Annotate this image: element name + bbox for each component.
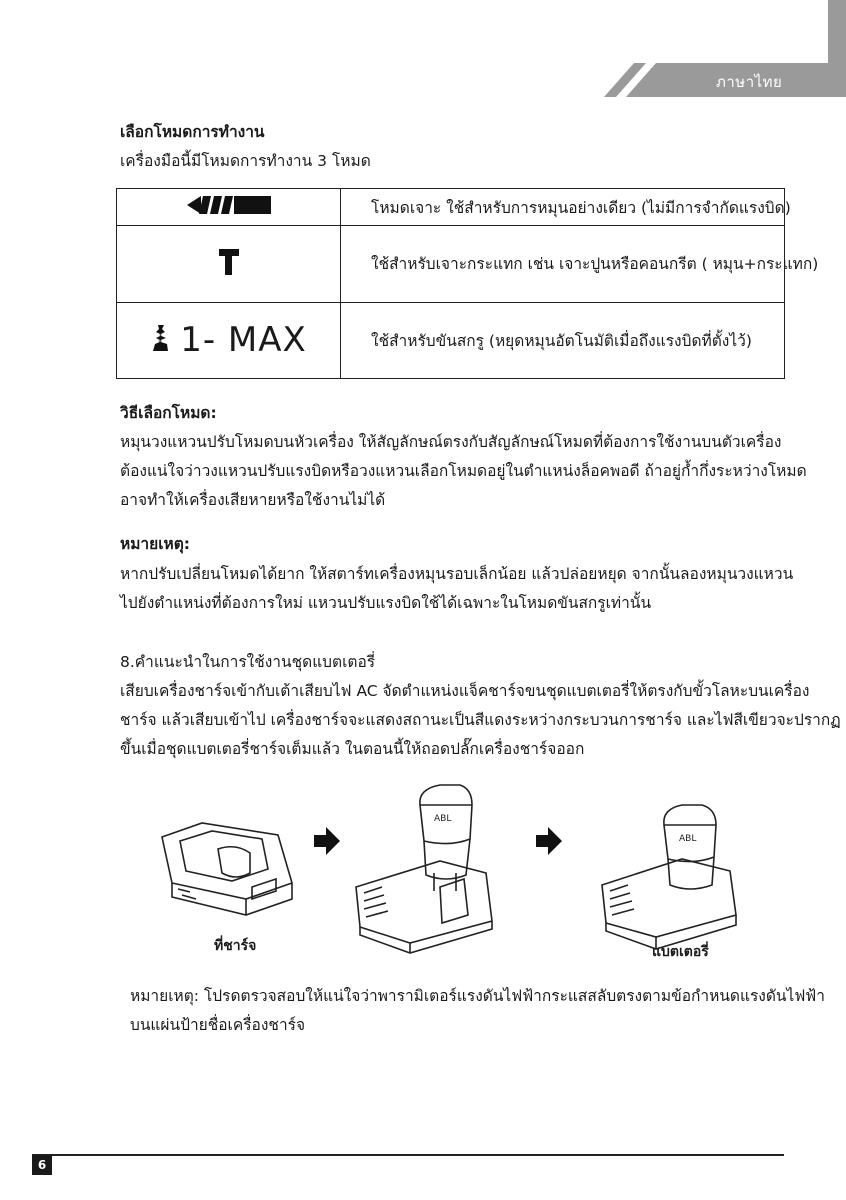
- note-line: หากปรับเปลี่ยนโหมดได้ยาก ให้สตาร์ทเครื่องหมุนรอบเล็กน้อย แล้วปล่อยหยุด จากนั้นลองหมุนวงแหวน: [120, 565, 794, 583]
- battery-line: ชาร์จ แล้วเสียบเข้าไป เครื่องชาร์จจะแสดงสถานะเป็นสีแดงระหว่างกระบวนการชาร์จ และไฟสีเขียวจะปรากฏ: [120, 711, 841, 729]
- mode-description: โหมดเจาะ ใช้สำหรับการหมุนอย่างเดียว (ไม่มีการจำกัดแรงบิด): [341, 189, 785, 226]
- screw-torque-icon: [150, 324, 172, 356]
- footnote-line: หมายเหตุ: โปรดตรวจสอบให้แน่ใจว่าพารามิเตอร์แรงดันไฟฟ้ากระแสสลับตรงตามข้อกำหนดแรงดันไฟฟ้า: [130, 987, 825, 1005]
- mode-description: ใช้สำหรับเจาะกระแทก เช่น เจาะปูนหรือคอนกรีต ( หมุน+กระแทก): [341, 226, 785, 302]
- section-title-howto: วิธีเลือกโหมด:: [120, 404, 217, 422]
- howto-line: หมุนวงแหวนปรับโหมดบนหัวเครื่อง ให้สัญลักษณ์ตรงกับสัญลักษณ์โหมดที่ต้องการใช้งานบนตัวเครื่อง: [120, 433, 782, 451]
- battery-inserting-illustration: [356, 785, 492, 953]
- charger-caption: ที่ชาร์จ: [214, 938, 257, 954]
- note-line: ไปยังตำแหน่งที่ต้องการใหม่ แหวนปรับแรงบิดใช้ได้เฉพาะในโหมดขันสกรูเท่านั้น: [120, 594, 652, 612]
- drill-bit-icon: [187, 200, 271, 219]
- howto-line: ต้องแน่ใจว่าวงแหวนปรับแรงบิดหรือวงแหวนเลือกโหมดอยู่ในตำแหน่งล็อคพอดี ถ้าอยู่ก้ำกึ่งระหว่างโหมด: [120, 462, 807, 480]
- mode-row-drill: [117, 189, 785, 226]
- mode-row-screw: [117, 302, 785, 378]
- battery-brand-label: ABL: [679, 834, 697, 844]
- battery-brand-label: ABL: [434, 814, 452, 824]
- mode-table: [116, 188, 819, 379]
- arrow-right-icon: [314, 827, 340, 855]
- modes-intro: เครื่องมือนี้มีโหมดการทำงาน 3 โหมด: [120, 152, 371, 170]
- section-title-note: หมายเหตุ:: [120, 535, 190, 553]
- charging-figure: [150, 775, 760, 960]
- mode-row-hammer: [117, 226, 785, 302]
- howto-line: อาจทำให้เครื่องเสียหายหรือใช้งานไม่ได้: [120, 491, 386, 509]
- hammer-icon: [217, 262, 241, 281]
- page-number: 6: [32, 1155, 52, 1175]
- torque-range-label: 1- MAX: [180, 320, 307, 361]
- section-title-modes: เลือกโหมดการทำงาน: [120, 123, 265, 141]
- footer-rule: [32, 1154, 784, 1156]
- corner-bar: [828, 0, 846, 64]
- arrow-right-icon: [536, 827, 562, 855]
- battery-charging-illustration: [602, 805, 736, 949]
- battery-line: เสียบเครื่องชาร์จเข้ากับเต้าเสียบไฟ AC จัดตำแหน่งแจ็คชาร์จขนชุดแบตเตอรี่ให้ตรงกับขั้วโลหะบนเครื่อง: [120, 682, 810, 700]
- mode-symbol-cell: [117, 226, 341, 302]
- section-title-battery: 8.คำแนะนำในการใช้งานชุดแบตเตอรี่: [120, 653, 376, 671]
- battery-line: ขึ้นเมื่อชุดแบตเตอรี่ชาร์จเต็มแล้ว ในตอนนี้ให้ถอดปลั๊กเครื่องชาร์จออก: [120, 740, 585, 758]
- mode-symbol-cell: [117, 302, 341, 378]
- mode-description: ใช้สำหรับขันสกรู (หยุดหมุนอัตโนมัติเมื่อถึงแรงบิดที่ตั้งไว้): [341, 302, 785, 378]
- footnote-line: บนแผ่นป้ายชื่อเครื่องชาร์จ: [130, 1016, 306, 1034]
- language-label: ภาษาไทย: [716, 73, 783, 91]
- mode-symbol-cell: [117, 189, 341, 226]
- charger-illustration: [162, 823, 292, 915]
- battery-caption: แบตเตอรี่: [652, 944, 709, 960]
